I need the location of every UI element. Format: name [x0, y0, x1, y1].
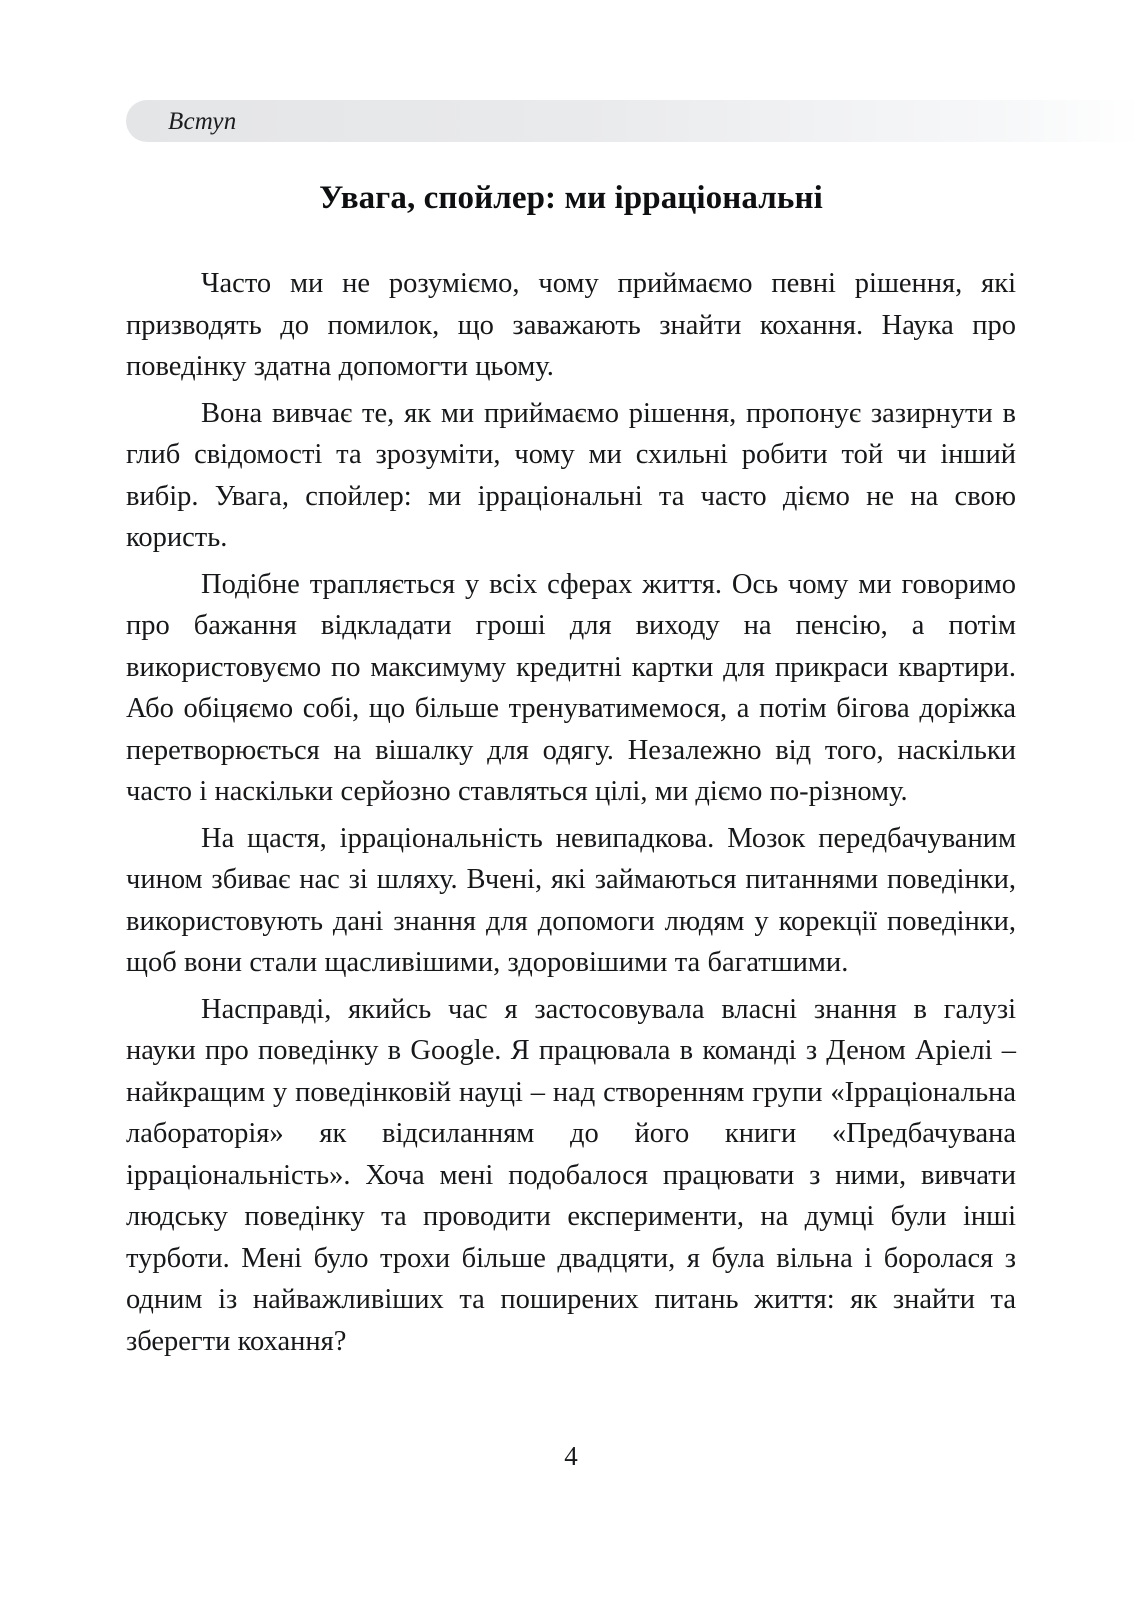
paragraph: Насправді, якийсь час я застосовувала власні знання в галузі науки про поведінку в Google. Я працювала в команді з Деном Аріелі – найкращим у поведінковій науці – над створенням групи «Ірраціональна лабораторія» як відсиланням до його книги «Предбачувана ірраціональність». Хоча мені подобалося працювати з ними, вивчати людську поведінку та проводити експерименти, на думці були інші турботи. Мені було трохи більше двадцяти, я була вільна і боролася з одним із найважливіших та поширених питань життя: як знайти та зберегти кохання? — [126, 993, 1016, 1357]
running-header — [126, 100, 1142, 142]
body-text — [126, 263, 1016, 1367]
paragraph: Подібне трапляється у всіх сферах життя. Ось чому ми говоримо про бажання відкладати гроші для виходу на пенсію, а потім використовуємо по максимуму кредитні картки для прикраси квартири. Або обіцяємо собі, що більше тренуватимемося, а потім бігова доріжка перетворюється на вішалку для одягу. Незалежно від того, наскільки часто і наскільки серйозно ставляться цілі, ми діємо по-різному. — [126, 568, 1016, 807]
running-header-label: Вступ — [168, 108, 237, 135]
page-title: Увага, спойлер: ми ірраціональні — [319, 180, 823, 217]
paragraph: Часто ми не розуміємо, чому приймаємо певні рішення, які призводять до помилок, що заважають знайти кохання. Наука про поведінку здатна допомогти цьому. — [126, 268, 1016, 382]
paragraph: Вона вивчає те, як ми приймаємо рішення, пропонує зазирнути в глиб свідомості та зрозуміти, чому ми схильні робити той чи інший вибір. Увага, спойлер: ми ірраціональні та часто діємо не на свою користь. — [126, 397, 1016, 553]
page-number: 4 — [564, 1441, 578, 1471]
running-header-band — [126, 100, 1142, 142]
paragraph: На щастя, ірраціональність невипадкова. Мозок передбачуваним чином збиває нас зі шляху. Вчені, які займаються питаннями поведінки, використовують дані знання для допомоги людям у корекції поведінки, щоб вони стали щасливішими, здоровішими та багатшими. — [126, 822, 1016, 978]
